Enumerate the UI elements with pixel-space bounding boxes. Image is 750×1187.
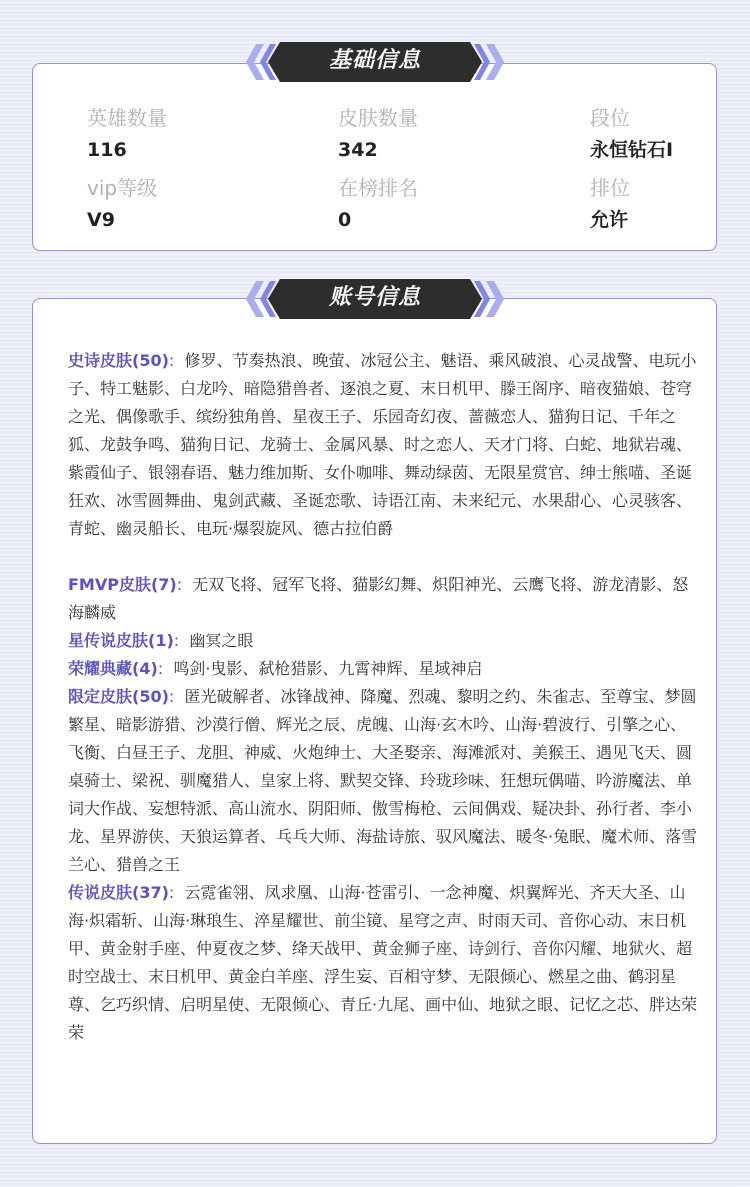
- skin-section-epic: 史诗皮肤(50): 修罗、节奏热浪、晚萤、冰冠公主、魅语、乘风破浪、心灵战警、电玩小子、特工魅影、白龙吟、暗隐猎兽者、逐浪之夏、末日机甲、滕王阁序、暗夜猫娘、苍穹之光、偶像歌手、缤纷独角兽、星夜王子、乐园奇幻夜、蔷薇恋人、猫狗日记、千年之狐、龙鼓争鸣、猫狗日记、龙骑士、金属风暴、时之恋人、天才门将、白蛇、地狱岩魂、紫霞仙子、银翎春语、魅力维加斯、女仆咖啡、舞动绿茵、无限星赏官、绅士熊喵、圣诞狂欢、冰雪圆舞曲、鬼剑武藏、圣诞恋歌、诗语江南、未来纪元、水果甜心、心灵骇客、青蛇、幽灵船长、电玩·爆裂旋风、德古拉伯爵: [68, 351, 697, 538]
- section-title: 史诗皮肤(50): [68, 351, 169, 370]
- section-items: 无双飞将、冠军飞将、猫影幻舞、炽阳神光、云鹰飞将、游龙清影、怒海麟威: [68, 575, 689, 622]
- section-items: 鸣剑·曳影、弑枪猎影、九霄神辉、星域神启: [173, 659, 483, 678]
- stat-leaderboard-rank: [338, 174, 418, 234]
- section-title: FMVP皮肤(7): [68, 575, 177, 594]
- banner-title: 账号信息: [328, 285, 421, 310]
- stat-value: 永恒钻石I: [590, 139, 674, 161]
- banner-title: 基础信息: [328, 48, 421, 73]
- basic-info-card: [32, 63, 717, 251]
- stat-value: 116: [87, 139, 127, 161]
- stat-skin-count: [338, 104, 418, 164]
- skin-section-star-legend: 星传说皮肤(1): 幽冥之眼: [68, 631, 254, 650]
- section-items: 云霓雀翎、凤求凰、山海·苍雷引、一念神魔、炽翼辉光、齐天大圣、山海·炽霜斩、山海·琳琅生、淬星耀世、前尘镜、星穹之声、时雨天司、音你心动、末日机甲、黄金射手座、仲夏夜之梦、绛天战甲、黄金狮子座、诗剑行、音你闪耀、地狱火、超时空战士、末日机甲、黄金白羊座、浮生妄、百相守梦、无限倾心、燃星之曲、鹤羽星尊、乞巧织情、启明星使、无限倾心、青丘·九尾、画中仙、地狱之眼、记忆之芯、胖达荣荣: [68, 883, 698, 1042]
- stat-value: V9: [87, 209, 115, 231]
- stat-label: 皮肤数量: [338, 106, 418, 130]
- skin-sections: [68, 347, 698, 1047]
- section-title: 传说皮肤(37): [68, 883, 169, 902]
- stat-label: vip等级: [87, 176, 158, 200]
- section-items: 匿光破解者、冰锋战神、降魔、烈魂、黎明之约、朱雀志、至尊宝、梦圆繁星、暗影游猎、沙漠行僧、辉光之辰、虎魄、山海·玄木吟、山海·碧波行、引擎之心、飞衡、白昼王子、龙胆、神威、火炮绅士、大圣娶亲、海滩派对、美猴王、遇见飞天、圆桌骑士、梁祝、驯魔猎人、皇家上将、默契交锋、玲珑珍味、狂想玩偶喵、吟游魔法、单词大作战、妄想特派、高山流水、阴阳师、傲雪梅枪、云间偶戏、疑决卦、孙行者、李小龙、星界游侠、天狼运算者、乓乓大师、海盐诗旅、驭风魔法、暖冬·兔眠、魔术师、落雪兰心、猎兽之王: [68, 687, 698, 874]
- skin-section-legend: 传说皮肤(37): 云霓雀翎、凤求凰、山海·苍雷引、一念神魔、炽翼辉光、齐天大圣、山海·炽霜斩、山海·琳琅生、淬星耀世、前尘镜、星穹之声、时雨天司、音你心动、末日机甲、黄金射手座、仲夏夜之梦、绛天战甲、黄金狮子座、诗剑行、音你闪耀、地狱火、超时空战士、末日机甲、黄金白羊座、浮生妄、百相守梦、无限倾心、燃星之曲、鹤羽星尊、乞巧织情、启明星使、无限倾心、青丘·九尾、画中仙、地狱之眼、记忆之芯、胖达荣荣: [68, 883, 698, 1042]
- stat-value: 允许: [590, 209, 629, 231]
- skin-section-fmvp: FMVP皮肤(7): 无双飞将、冠军飞将、猫影幻舞、炽阳神光、云鹰飞将、游龙清影、怒海麟威: [68, 575, 689, 622]
- stat-label: 英雄数量: [87, 106, 167, 130]
- skin-section-limited: 限定皮肤(50): 匿光破解者、冰锋战神、降魔、烈魂、黎明之约、朱雀志、至尊宝、梦圆繁星、暗影游猎、沙漠行僧、辉光之辰、虎魄、山海·玄木吟、山海·碧波行、引擎之心、飞衡、白昼王子、龙胆、神威、火炮绅士、大圣娶亲、海滩派对、美猴王、遇见飞天、圆桌骑士、梁祝、驯魔猎人、皇家上将、默契交锋、玲珑珍味、狂想玩偶喵、吟游魔法、单词大作战、妄想特派、高山流水、阴阳师、傲雪梅枪、云间偶戏、疑决卦、孙行者、李小龙、星界游侠、天狼运算者、乓乓大师、海盐诗旅、驭风魔法、暖冬·兔眠、魔术师、落雪兰心、猎兽之王: [68, 687, 698, 874]
- section-title: 荣耀典藏(4): [68, 659, 158, 678]
- stat-hero-count: [87, 104, 167, 164]
- basic-info-banner: [246, 38, 504, 86]
- stat-value: 342: [338, 139, 378, 161]
- stat-label: 在榜排名: [338, 176, 418, 200]
- stat-label: 排位: [590, 176, 630, 200]
- stat-label: 段位: [590, 106, 630, 130]
- skin-section-glory-collection: 荣耀典藏(4): 鸣剑·曳影、弑枪猎影、九霄神辉、星域神启: [68, 659, 483, 678]
- section-title: 限定皮肤(50): [68, 687, 169, 706]
- stat-ranked-allowed: [590, 174, 630, 234]
- stat-vip-level: [87, 174, 157, 234]
- section-items: 幽冥之眼: [189, 631, 254, 650]
- stat-value: 0: [338, 209, 352, 231]
- account-info-card: [32, 298, 717, 1144]
- stat-rank-tier: [590, 104, 673, 164]
- section-items: 修罗、节奏热浪、晚萤、冰冠公主、魅语、乘风破浪、心灵战警、电玩小子、特工魅影、白龙吟、暗隐猎兽者、逐浪之夏、末日机甲、滕王阁序、暗夜猫娘、苍穹之光、偶像歌手、缤纷独角兽、星夜王子、乐园奇幻夜、蔷薇恋人、猫狗日记、千年之狐、龙鼓争鸣、猫狗日记、龙骑士、金属风暴、时之恋人、天才门将、白蛇、地狱岩魂、紫霞仙子、银翎春语、魅力维加斯、女仆咖啡、舞动绿茵、无限星赏官、绅士熊喵、圣诞狂欢、冰雪圆舞曲、鬼剑武藏、圣诞恋歌、诗语江南、未来纪元、水果甜心、心灵骇客、青蛇、幽灵船长、电玩·爆裂旋风、德古拉伯爵: [68, 351, 697, 538]
- account-info-banner: [246, 275, 504, 323]
- section-title: 星传说皮肤(1): [68, 631, 174, 650]
